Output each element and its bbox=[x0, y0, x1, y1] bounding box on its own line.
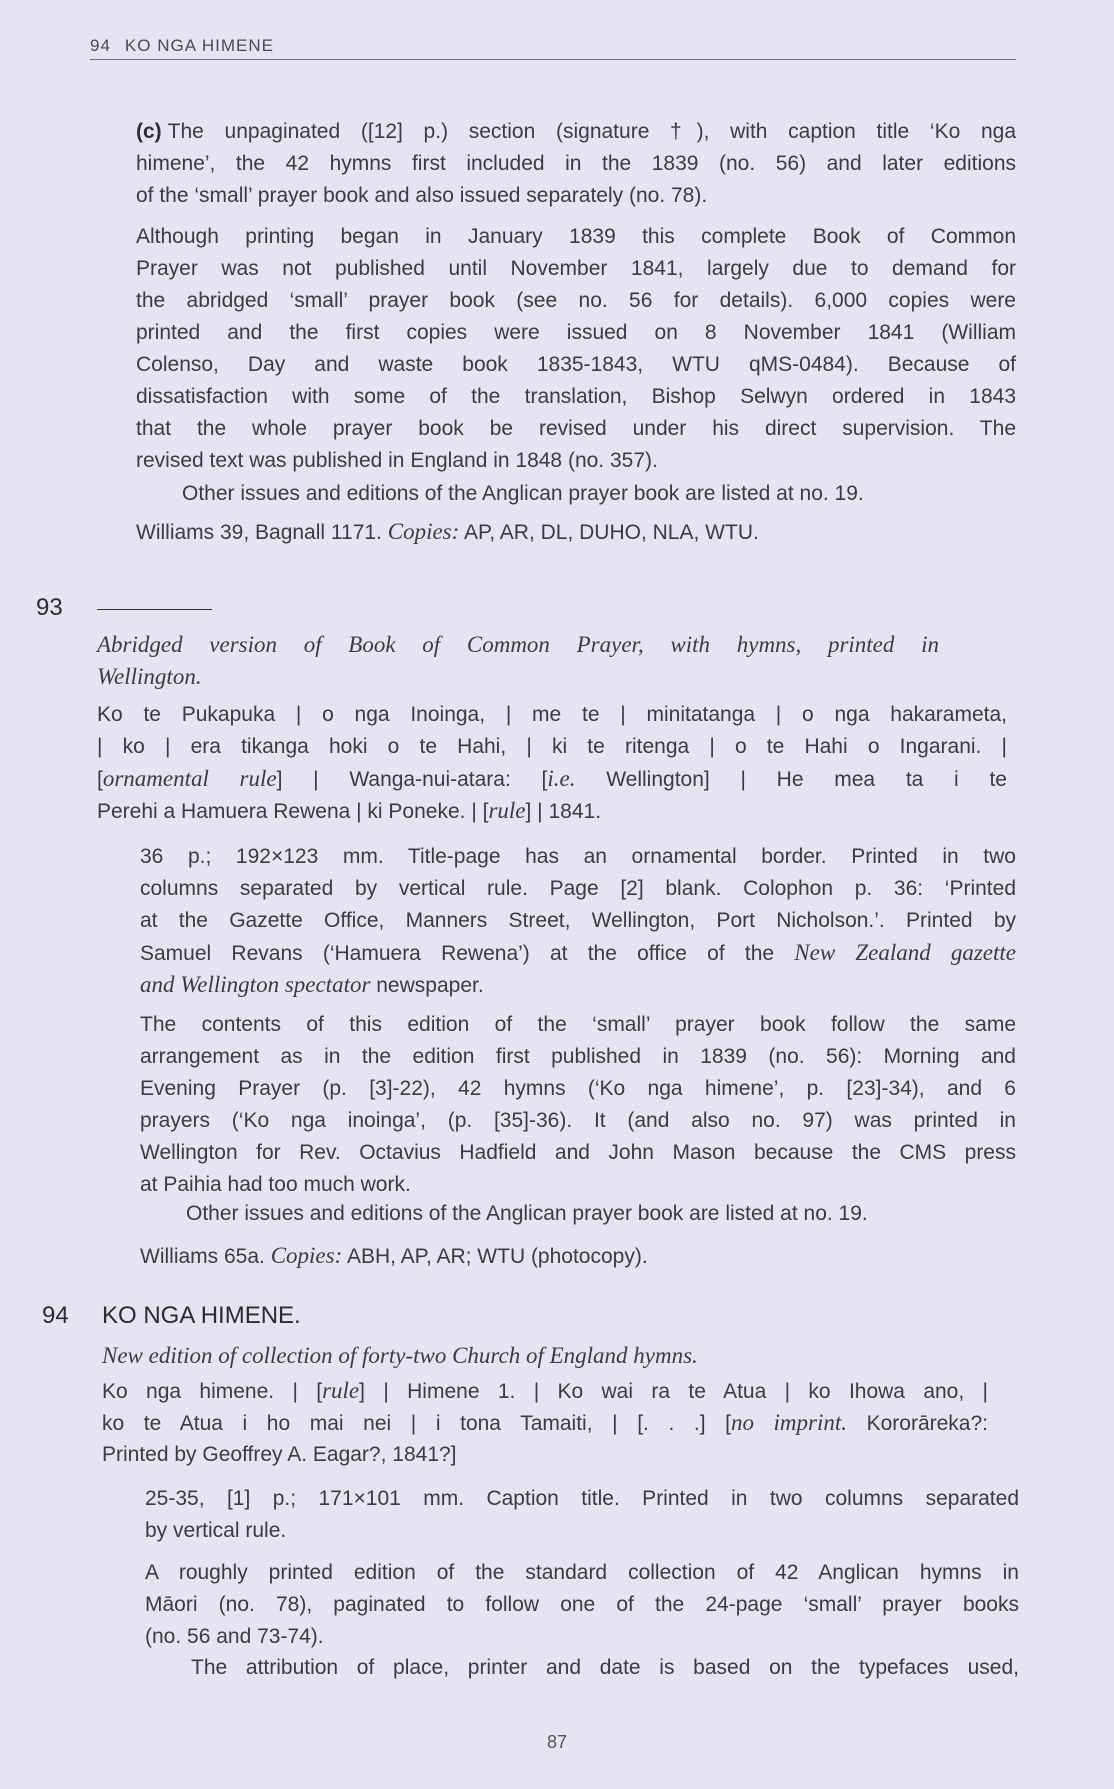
running-head bbox=[90, 36, 288, 56]
text-line bbox=[102, 1406, 988, 1438]
entry-number-93: 93 bbox=[36, 594, 63, 621]
text-line: himene’, the 42 hymns first included in the 1839 (no. 56) and later editions bbox=[136, 152, 1016, 175]
italic-text: ornamental rule bbox=[102, 766, 277, 791]
text-segment: ] | 1841. bbox=[525, 800, 602, 823]
text-segment: Perehi a Hamuera Rewena | ki Poneke. | [ bbox=[97, 800, 489, 823]
entry-94-title-transcription bbox=[102, 1374, 988, 1470]
italic-text: New edition of collection of forty-two Church of England hymns. bbox=[102, 1343, 698, 1368]
text-line: Other issues and editions of the Anglican prayer book are listed at no. 19. bbox=[182, 482, 864, 505]
text-line: that the whole prayer book be revised under his direct supervision. The bbox=[136, 417, 1016, 440]
text-segment: Samuel Revans (‘Hamuera Rewena’) at the office of the bbox=[140, 942, 795, 965]
entry-93-title-rule bbox=[97, 609, 212, 610]
italic-text: and Wellington spectator bbox=[140, 972, 371, 997]
text-segment: Kororāreka?: bbox=[847, 1412, 988, 1435]
entry-94-collation bbox=[145, 1484, 1019, 1548]
text-line: dissatisfaction with some of the translation, Bishop Selwyn ordered in 1843 bbox=[136, 385, 1016, 408]
text-line: arrangement as in the edition first published in 1839 (no. 56): Morning and bbox=[140, 1045, 1016, 1068]
text-segment: AP, AR, DL, DUHO, NLA, WTU. bbox=[459, 521, 759, 544]
text-line bbox=[140, 969, 1016, 1001]
italic-text: Wellington. bbox=[97, 664, 202, 689]
header-rule bbox=[90, 59, 1016, 60]
entry-93-description bbox=[97, 629, 939, 693]
text-line: | ko | era tikanga hoki o te Hahi, | ki te ritenga | o te Hahi o Ingarani. | bbox=[97, 735, 1007, 758]
text-line: Although printing began in January 1839 this complete Book of Common bbox=[136, 225, 1016, 248]
other-issues-paragraph bbox=[136, 478, 1016, 510]
entry-94-title: KO NGA HIMENE. bbox=[102, 1302, 301, 1329]
italic-text: rule bbox=[488, 798, 526, 823]
text-segment: Williams 65a. bbox=[140, 1245, 271, 1268]
text-line bbox=[97, 763, 1007, 795]
text-line bbox=[102, 1374, 988, 1406]
text-line bbox=[140, 1240, 1016, 1272]
text-line: prayers (‘Ko nga inoinga’, (p. [35]-36). It (and also no. 97) was printed in bbox=[140, 1109, 1016, 1132]
page-number: 87 bbox=[546, 1732, 568, 1752]
text-segment: (c) bbox=[136, 120, 162, 143]
text-segment: Wellington] | He mea ta i te bbox=[575, 768, 1007, 791]
text-line bbox=[140, 937, 1016, 969]
text-line bbox=[102, 1340, 1002, 1372]
text-line: the abridged ‘small’ prayer book (see no. 56 for details). 6,000 copies were bbox=[136, 289, 1016, 312]
text-line: Māori (no. 78), paginated to follow one of the 24-page ‘small’ prayer books bbox=[145, 1593, 1019, 1616]
italic-text: rule bbox=[322, 1378, 360, 1403]
entry-94-attribution bbox=[145, 1652, 1019, 1684]
italic-text: Copies: bbox=[270, 1243, 343, 1268]
text-line bbox=[136, 116, 1016, 148]
text-line: revised text was published in England in 1848 (no. 357). bbox=[136, 449, 658, 472]
text-line: Prayer was not published until November 1841, largely due to demand for bbox=[136, 257, 1016, 280]
text-line: The attribution of place, printer and date is based on the typefaces used, bbox=[191, 1656, 1019, 1679]
references-92 bbox=[136, 516, 1016, 548]
text-line: at the Gazette Office, Manners Street, Wellington, Port Nicholson.’. Printed by bbox=[140, 909, 1016, 932]
text-line: Wellington for Rev. Octavius Hadfield and John Mason because the CMS press bbox=[140, 1141, 1016, 1164]
entry-93-other-issues bbox=[140, 1198, 1016, 1230]
running-head-page: 94 bbox=[90, 36, 111, 55]
text-line: of the ‘small’ prayer book and also issued separately (no. 78). bbox=[136, 184, 708, 207]
entry-93-references bbox=[140, 1240, 1016, 1272]
text-segment: [ bbox=[97, 768, 103, 791]
text-line: 36 p.; 192×123 mm. Title-page has an ornamental border. Printed in two bbox=[140, 845, 1016, 868]
entry-93-title-transcription bbox=[97, 699, 1007, 827]
italic-text: Copies: bbox=[387, 519, 460, 544]
text-line: A roughly printed edition of the standard collection of 42 Anglican hymns in bbox=[145, 1561, 1019, 1584]
entry-93-collation bbox=[140, 841, 1016, 1001]
printing-history-paragraph bbox=[136, 221, 1016, 477]
text-line: Evening Prayer (p. [3]-22), 42 hymns (‘Ko nga himene’, p. [23]-34), and 6 bbox=[140, 1077, 1016, 1100]
text-segment: newspaper. bbox=[370, 974, 484, 997]
text-line bbox=[97, 661, 939, 693]
italic-text: no imprint. bbox=[731, 1410, 847, 1435]
text-line: The contents of this edition of the ‘small’ prayer book follow the same bbox=[140, 1013, 1016, 1036]
entry-93-notes bbox=[140, 1009, 1016, 1201]
text-segment: ] | Wanga-nui-atara: [ bbox=[276, 768, 548, 791]
text-line: by vertical rule. bbox=[145, 1519, 287, 1542]
text-line: 25-35, [1] p.; 171×101 mm. Caption title. Printed in two columns separated bbox=[145, 1487, 1019, 1510]
text-line: Other issues and editions of the Anglican prayer book are listed at no. 19. bbox=[186, 1202, 868, 1225]
text-line: (no. 56 and 73-74). bbox=[145, 1625, 324, 1648]
text-line bbox=[97, 795, 1007, 827]
text-segment: ] | Himene 1. | Ko wai ra te Atua | ko Ihowa ano, | bbox=[359, 1380, 988, 1403]
running-head-title: KO NGA HIMENE bbox=[124, 36, 274, 55]
entry-number-94: 94 bbox=[42, 1302, 69, 1329]
italic-text: i.e. bbox=[547, 766, 576, 791]
text-line: at Paihia had too much work. bbox=[140, 1173, 411, 1196]
entry-94-description bbox=[102, 1340, 1002, 1372]
section-c-paragraph bbox=[136, 116, 1016, 212]
text-line: Printed by Geoffrey A. Eagar?, 1841?] bbox=[102, 1443, 457, 1466]
entry-94-notes bbox=[145, 1557, 1019, 1653]
text-line: Colenso, Day and waste book 1835-1843, WTU qMS-0484). Because of bbox=[136, 353, 1016, 376]
text-line bbox=[97, 629, 939, 661]
text-line: Ko te Pukapuka | o nga Inoinga, | me te | minitatanga | o nga hakarameta, bbox=[97, 703, 1007, 726]
text-line: columns separated by vertical rule. Page [2] blank. Colophon p. 36: ‘Printed bbox=[140, 877, 1016, 900]
text-segment: The unpaginated ([12] p.) section (signature †), with caption title ‘Ko nga bbox=[167, 120, 1016, 143]
text-line: printed and the first copies were issued on 8 November 1841 (William bbox=[136, 321, 1016, 344]
italic-text: New Zealand gazette bbox=[794, 940, 1016, 965]
text-segment: ko te Atua i ho mai nei | i tona Tamaiti, | [. . .] [ bbox=[102, 1412, 731, 1435]
text-line bbox=[136, 516, 1016, 548]
italic-text: Abridged version of Book of Common Prayer, with hymns, printed in bbox=[97, 632, 939, 657]
text-segment: Ko nga himene. | [ bbox=[102, 1380, 323, 1403]
text-segment: ABH, AP, AR; WTU (photocopy). bbox=[342, 1245, 648, 1268]
text-segment: Williams 39, Bagnall 1171. bbox=[136, 521, 388, 544]
